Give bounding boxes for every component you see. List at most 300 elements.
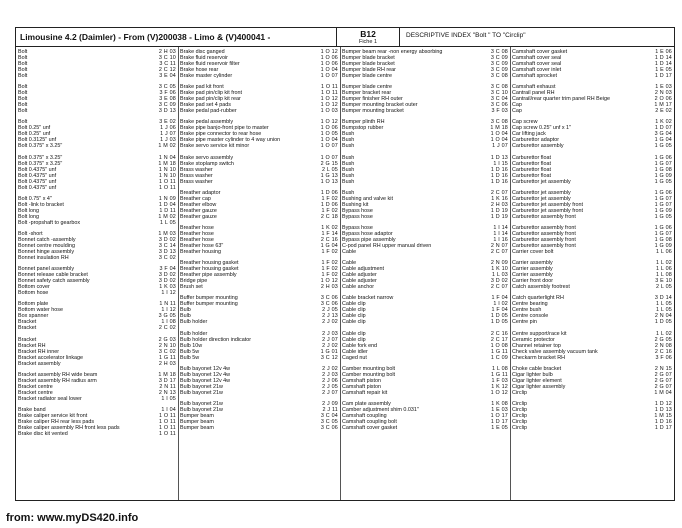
fiche-grid-reference: 3 D 02: [490, 278, 508, 285]
part-description: Bulb: [180, 307, 191, 314]
index-entry: [178, 143, 340, 149]
fiche-grid-reference: 2 J 02: [322, 342, 338, 349]
part-description: Carburettor jet assembly: [512, 189, 571, 196]
part-description: Bumper blade centre: [342, 73, 393, 79]
part-description: Bolt: [18, 90, 28, 97]
fiche-grid-reference: 3 D 13: [158, 108, 176, 115]
fiche-grid-reference: 1 G 05: [654, 178, 672, 185]
part-description: Bumper beam rear -non energy absorbing: [342, 49, 443, 55]
part-description: Bolt: [18, 67, 28, 73]
fiche-grid-reference: 1 D 04: [158, 201, 176, 208]
index-entry: [16, 396, 178, 402]
fiche-grid-reference: 1 O 06: [320, 55, 338, 61]
part-description: Carrier cover bolt: [512, 249, 554, 255]
fiche-grid-reference: 1 D 19: [490, 207, 508, 214]
fiche-grid-reference: 1 O 12: [320, 96, 338, 103]
part-description: Carburettor jet assembly front: [512, 201, 584, 208]
fiche-grid-reference: 1 O 04: [320, 67, 338, 73]
fiche-grid-reference: 2 C 16: [490, 330, 508, 337]
part-description: Camshaft piston: [342, 383, 381, 390]
fiche-grid-reference: 1 D 12: [654, 401, 672, 407]
fiche-grid-reference: 1 K 08: [491, 401, 508, 407]
fiche-grid-reference: 2 J 07: [322, 336, 338, 343]
part-description: Car lifting jack: [512, 131, 546, 138]
fiche-grid-reference: 1 G 09: [654, 243, 672, 249]
part-description: Camber adjustment shim 0.031": [342, 407, 419, 413]
part-description: Buffer bumper mounting: [180, 295, 238, 302]
part-description: Cable clip: [342, 336, 366, 343]
part-description: Bypass hose: [342, 225, 373, 231]
part-description: Bracket assembly RH wide beam: [18, 371, 98, 378]
fiche-grid-reference: 1 O 06: [320, 61, 338, 67]
fiche-grid-reference: 3 D 02: [158, 237, 176, 243]
part-description: Breather hose 63": [180, 243, 224, 249]
fiche-grid-reference: 2 G 05: [654, 336, 672, 343]
part-description: Catch quarterlight RH: [512, 295, 564, 302]
part-description: Centre support/race kit: [512, 330, 567, 337]
index-entry: [178, 73, 340, 79]
fiche-grid-reference: 1 G 11: [491, 371, 508, 378]
fiche-grid-reference: 1 K 12: [491, 383, 508, 390]
fiche-grid-reference: 1 I 12: [161, 307, 176, 314]
index-entry: [510, 108, 674, 114]
part-description: Camshaft cover gasket: [342, 425, 398, 431]
fiche-grid-reference: 1 N 10: [158, 166, 176, 173]
part-description: Bush: [342, 178, 355, 185]
fiche-grid-reference: 2 C 07: [490, 189, 508, 196]
fiche-grid-reference: 3 C 09: [490, 67, 508, 73]
part-description: Carburettor float: [512, 154, 551, 161]
fiche-grid-reference: 3 C 09: [158, 102, 176, 109]
part-description: Cable clip: [342, 330, 366, 337]
part-description: Bolt: [18, 55, 28, 61]
part-description: Camshaft coupling: [342, 413, 387, 419]
fiche-grid-reference: 2 J 11: [322, 407, 338, 413]
part-description: Brake caliper assembly RH front less pads: [18, 425, 120, 431]
fiche-grid-reference: 1 K 02: [321, 225, 338, 231]
fiche-grid-reference: 1 G 04: [654, 137, 672, 144]
fiche-grid-reference: 1 O 11: [159, 431, 176, 437]
part-description: Brake master cylinder: [180, 73, 233, 79]
part-description: Brass washer: [180, 166, 213, 173]
fiche-grid-reference: 1 D 07: [654, 125, 672, 132]
part-description: Bolt -link to bracket: [18, 201, 64, 208]
index-entry: [340, 284, 510, 290]
fiche-grid-reference: 1 F 02: [321, 195, 338, 202]
part-description: Brake pipe master cylinder to 4 way union: [180, 137, 281, 144]
part-description: Bracket radiator seal lower: [18, 395, 82, 402]
fiche-grid-reference: 1 D 14: [654, 55, 672, 61]
part-description: Breather hose: [180, 225, 214, 231]
fiche-grid-reference: 3 E 08: [159, 96, 176, 103]
fiche-grid-reference: 1 F 03: [491, 377, 508, 384]
fiche-number: Fiche 1: [358, 39, 378, 45]
fiche-grid-reference: 3 C 02: [158, 255, 176, 261]
part-description: Bulb holder: [180, 330, 208, 337]
fiche-grid-reference: 2 N 09: [490, 260, 508, 267]
fiche-grid-reference: 2 H 03: [158, 360, 176, 367]
fiche-grid-reference: 1 O 11: [159, 425, 176, 431]
fiche-grid-reference: 2 C 16: [654, 348, 672, 355]
part-description: Bracket centre: [18, 383, 53, 390]
part-description: Breather pipe assembly: [180, 272, 237, 279]
part-description: Caged nut: [342, 354, 367, 361]
fiche-grid-reference: 2 J 07: [322, 389, 338, 396]
part-description: Bracket: [18, 325, 37, 332]
index-entry: [178, 284, 340, 290]
fiche-grid-reference: 2 C 02: [158, 325, 176, 332]
fiche-grid-reference: 1 I 15: [493, 160, 508, 167]
fiche-grid-reference: 3 G 05: [158, 313, 176, 320]
part-description: Bolt 0.4375" unf: [18, 172, 57, 179]
index-entry: [178, 425, 340, 431]
fiche-grid-reference: 1 F 02: [321, 249, 338, 255]
fiche-grid-reference: 2 N 07: [490, 243, 508, 249]
part-description: Bumper plinth RH: [342, 119, 385, 126]
part-description: Brake stoplamp switch: [180, 160, 234, 167]
part-description: Brass washer: [180, 178, 213, 185]
fiche-grid-reference: 3 C 08: [490, 84, 508, 91]
part-description: Bolt 0.25" unf: [18, 131, 51, 138]
part-description: Breather hose: [180, 237, 214, 243]
fiche-grid-reference: 1 O 07: [320, 154, 338, 161]
part-description: Bumpstop rubber: [342, 125, 384, 132]
part-description: Bolt -propshaft to gearbox: [18, 219, 81, 226]
part-description: Bushing kit: [342, 201, 369, 208]
fiche-grid-reference: 1 E 05: [491, 425, 508, 431]
part-description: Cable adjuster: [342, 272, 377, 279]
fiche-grid-reference: 2 G 07: [654, 383, 672, 390]
part-description: Circlip: [512, 413, 527, 419]
part-description: Camshaft cover seal: [512, 61, 562, 67]
part-description: Buffer bumper mounting: [180, 301, 238, 308]
fiche-grid-reference: 1 I 02: [493, 301, 508, 308]
fiche-grid-reference: 2 C 17: [490, 336, 508, 343]
part-description: Bulb holder direction indicator: [180, 336, 252, 343]
part-description: Bush: [342, 160, 355, 167]
fiche-grid-reference: 1 M 04: [654, 389, 672, 396]
fiche-grid-reference: 1 D 05: [490, 313, 508, 320]
part-description: Bolt 0.4375" unf: [18, 178, 57, 185]
part-description: Carrier assembly: [512, 266, 553, 273]
fiche-grid-reference: 2 J 02: [322, 365, 338, 372]
index-entry: [178, 179, 340, 185]
fiche-grid-reference: 1 G 06: [654, 189, 672, 196]
fiche-grid-reference: 3 C 09: [490, 55, 508, 61]
index-entry: [178, 214, 340, 220]
part-description: Cap: [512, 102, 522, 109]
fiche-grid-reference: 2 L 05: [656, 284, 672, 291]
part-description: Bottom plate: [18, 301, 49, 308]
index-entry: [340, 355, 510, 361]
index-columns: [16, 47, 674, 500]
fiche-grid-reference: 1 F 04: [491, 307, 508, 314]
fiche-grid-reference: 1 M 18: [158, 160, 176, 167]
index-entry: [178, 108, 340, 114]
fiche-grid-reference: 1 F 02: [321, 266, 338, 273]
fiche-grid-reference: 1 K 16: [491, 195, 508, 202]
part-description: Carburettor float: [512, 160, 551, 167]
fiche-grid-reference: 3 D 17: [158, 377, 176, 384]
fiche-grid-reference: 1 D 16: [490, 172, 508, 179]
index-entry: [340, 390, 510, 396]
part-description: Cigar lighter element: [512, 377, 562, 384]
fiche-grid-reference: 3 E 04: [159, 73, 176, 79]
part-description: Bumper blade bracket: [342, 61, 395, 67]
part-description: Bulb bayonet 12v 4w: [180, 377, 231, 384]
fiche-grid-reference: 3 C 06: [490, 102, 508, 109]
part-description: Bracket RH: [18, 342, 46, 349]
fiche-grid-reference: 1 L 08: [656, 272, 672, 279]
part-description: Bolt 0.375" x 3.25": [18, 160, 63, 167]
fiche-grid-reference: 2 N 10: [158, 342, 176, 349]
index-entry: [16, 108, 178, 114]
fiche-grid-reference: 1 G 11: [491, 348, 508, 355]
fiche-grid-reference: 1 O 04: [490, 131, 508, 138]
fiche-grid-reference: 2 G 07: [654, 371, 672, 378]
part-description: Carburettor float: [512, 172, 551, 179]
fiche-grid-reference: 1 J 07: [492, 143, 508, 150]
part-description: Cap screw: [512, 119, 538, 126]
fiche-grid-reference: 2 C 07: [490, 284, 508, 291]
fiche-grid-reference: 2 J 09: [322, 401, 338, 407]
index-column: [16, 47, 179, 500]
index-entry: [340, 143, 510, 149]
part-description: Bottom hose: [18, 290, 49, 297]
part-description: Bush: [342, 143, 355, 150]
index-entry: [178, 249, 340, 255]
part-description: Bolt 0.3125" unf: [18, 137, 57, 144]
fiche-grid-reference: 1 O 06: [320, 125, 338, 132]
part-description: Circlip: [512, 401, 527, 407]
fiche-grid-reference: 3 C 05: [158, 84, 176, 91]
part-description: Bumper blade centre: [342, 84, 393, 91]
fiche-grid-reference: 2 G 15: [320, 160, 338, 167]
part-description: Breather elbow: [180, 201, 217, 208]
part-description: Camber mounting bolt: [342, 371, 396, 378]
part-description: Cam plate assembly: [342, 401, 391, 407]
part-description: Brake pedal pad-rubber: [180, 108, 237, 115]
fiche-grid-reference: 1 G 08: [654, 237, 672, 243]
part-description: Camshaft cover gasket: [512, 49, 568, 55]
part-description: Bulb holder: [180, 319, 208, 326]
part-description: Bumper beam: [180, 425, 214, 431]
fiche-grid-reference: 1 E 05: [655, 67, 672, 73]
fiche-grid-reference: 1 L 03: [492, 272, 508, 279]
fiche-grid-reference: 1 L 05: [656, 301, 672, 308]
fiche-grid-reference: 1 I 14: [493, 231, 508, 237]
part-description: Brake fluid reservoir filter: [180, 61, 240, 67]
index-entry: [340, 425, 510, 431]
fiche-grid-reference: 3 C 04: [490, 96, 508, 103]
fiche-grid-reference: 1 L 05: [160, 219, 176, 226]
index-column: [340, 47, 511, 500]
fiche-grid-reference: 2 J 13: [322, 313, 338, 320]
part-description: Camshaft exhaust: [512, 84, 556, 91]
part-description: Bumper beam: [180, 413, 214, 419]
fiche-grid-reference: 1 E 03: [491, 407, 508, 413]
index-entry: [16, 255, 178, 261]
part-description: Brake servo service kit minor: [180, 143, 250, 150]
part-description: Cantrail panel RH: [512, 90, 555, 97]
source-footer: from: www.myDS420.info: [6, 512, 139, 524]
fiche-grid-reference: 2 N 11: [159, 383, 176, 390]
fiche-grid-reference: 1 O 11: [159, 413, 176, 419]
part-description: Brake servo assembly: [180, 154, 234, 161]
fiche-grid-reference: 2 J 03: [322, 330, 338, 337]
fiche-grid-reference: 2 G 03: [158, 336, 176, 343]
fiche-grid-reference: 1 O 11: [321, 90, 338, 97]
part-description: Brake pad pin/clip kit front: [180, 90, 243, 97]
fiche-grid-reference: 1 O 07: [320, 73, 338, 79]
part-description: Bumper bracket rear: [342, 90, 392, 97]
fiche-grid-reference: 1 F 04: [491, 295, 508, 302]
part-description: Circlip: [512, 419, 527, 425]
part-description: Bypass hose: [342, 213, 373, 220]
part-description: Bonnet catch -assembly: [18, 237, 76, 243]
part-description: Brake pad kit front: [180, 84, 224, 91]
part-description: Carburettor assembly front: [512, 225, 576, 231]
fiche-grid-reference: 2 H 03: [158, 49, 176, 55]
fiche-grid-reference: 3 D 02: [158, 278, 176, 285]
part-description: Bypass hose: [342, 207, 373, 214]
fiche-grid-reference: 1 O 11: [159, 419, 176, 425]
fiche-grid-reference: 1 I 05: [161, 395, 176, 402]
fiche-grid-reference: 3 C 06: [320, 301, 338, 308]
fiche-grid-reference: 1 N 11: [159, 301, 176, 308]
fiche-grid-reference: 1 O 12: [320, 119, 338, 126]
part-description: Brake pedal assembly: [180, 119, 234, 126]
part-description: Bolt 0.25" unf: [18, 125, 51, 132]
fiche-grid-reference: 1 D 17: [654, 425, 672, 431]
part-description: Camshaft cover seal: [512, 55, 562, 61]
part-description: Bolt: [18, 73, 28, 79]
index-entry: [178, 390, 340, 396]
part-description: Check valve assembly vacuum tank: [512, 348, 598, 355]
part-description: Camshaft sprocket: [512, 73, 557, 79]
part-description: Centre bush: [512, 307, 542, 314]
part-description: Cable clip: [342, 313, 366, 320]
index-entry: [16, 73, 178, 79]
fiche-grid-reference: 1 F 02: [321, 260, 338, 267]
fiche-header: [16, 28, 674, 47]
fiche-grid-reference: 1 M 15: [654, 413, 672, 419]
fiche-grid-reference: 3 F 06: [655, 354, 672, 361]
part-description: Cable clip: [342, 301, 366, 308]
part-description: Brake pipe connector to rear hose: [180, 131, 262, 138]
part-description: Bypass pipe assembly: [342, 237, 396, 243]
fiche-grid-reference: 1 M 03: [158, 231, 176, 237]
fiche-grid-reference: 1 G 07: [654, 195, 672, 202]
part-description: Breather gauze: [180, 213, 217, 220]
part-description: Bonnet insulation RH: [18, 255, 69, 261]
fiche-grid-reference: 3 D 02: [158, 272, 176, 279]
part-description: Bonnet release cable bracket: [18, 272, 88, 279]
index-entry: [510, 214, 674, 220]
fiche-grid-reference: 2 N 03: [654, 90, 672, 97]
part-description: Bumper blade RH rear: [342, 67, 396, 73]
fiche-grid-reference: 3 F 06: [159, 90, 176, 97]
index-column: [510, 47, 674, 500]
fiche-grid-reference: 3 C 02: [158, 348, 176, 355]
part-description: Checkarm bracket RH: [512, 354, 566, 361]
part-description: Carburettor assembly front: [512, 231, 576, 237]
fiche-grid-reference: 1 D 17: [490, 419, 508, 425]
part-description: Cable idler: [342, 348, 368, 355]
part-description: Bumper mounting bracket outer: [342, 102, 418, 109]
fiche-grid-reference: 1 I 04: [161, 407, 176, 413]
fiche-grid-reference: 2 N 04: [654, 313, 672, 320]
part-description: Cap: [512, 108, 522, 115]
fiche-grid-reference: 3 C 09: [490, 61, 508, 67]
fiche-grid-reference: 1 L 08: [492, 365, 508, 372]
fiche-grid-reference: 2 J 05: [322, 307, 338, 314]
part-description: Bush: [342, 166, 355, 173]
part-description: Bush: [342, 137, 355, 144]
fiche-grid-reference: 1 O 12: [320, 278, 338, 285]
fiche-grid-reference: 3 G 04: [654, 131, 672, 138]
fiche-grid-reference: 2 O 06: [654, 96, 672, 103]
fiche-grid-reference: 1 G 06: [654, 154, 672, 161]
part-description: Bulb bayonet 21w: [180, 401, 223, 407]
part-description: Bonnet hinge assembly: [18, 249, 75, 255]
part-description: Brass washer: [180, 172, 213, 179]
part-description: Brake band: [18, 407, 46, 413]
part-description: Cable: [342, 260, 357, 267]
fiche-grid-reference: 1 O 17: [490, 413, 508, 419]
part-description: Breather adaptor: [180, 189, 221, 196]
part-description: Cable adjuster: [342, 278, 377, 285]
part-description: Bolt 0.4375" unf: [18, 184, 57, 191]
part-description: Carburettor jet assembly: [512, 178, 571, 185]
part-description: Bracket accelerator linkage: [18, 354, 84, 361]
part-description: Bolt: [18, 49, 28, 55]
part-description: Bulb 10w: [180, 342, 203, 349]
part-description: Bolt: [18, 102, 28, 109]
fiche-grid-reference: 2 H 03: [490, 201, 508, 208]
fiche-grid-reference: 1 O 11: [159, 178, 176, 185]
fiche-grid-reference: 3 E 02: [159, 119, 176, 126]
fiche-grid-reference: 1 F 02: [321, 272, 338, 279]
part-description: Breather housing: [180, 249, 222, 255]
index-entry: [510, 425, 674, 431]
fiche-grid-reference: 1 O 13: [320, 178, 338, 185]
part-description: Cigar lighter bulb: [512, 371, 553, 378]
part-description: Bushing and valve kit: [342, 195, 393, 202]
part-description: Bottom water hose: [18, 307, 63, 314]
fiche-grid-reference: 1 D 14: [654, 61, 672, 67]
fiche-grid-reference: 1 G 07: [654, 201, 672, 208]
fiche-grid-reference: 1 O 05: [320, 131, 338, 138]
fiche-grid-reference: 1 M 02: [158, 213, 176, 220]
part-description: Cable anchor: [342, 284, 375, 291]
part-description: Brake caliper service kit front: [18, 413, 88, 419]
fiche-grid-reference: 1 D 11: [159, 207, 176, 214]
fiche-grid-reference: 1 M 18: [490, 125, 508, 132]
page-title: Limousine 4.2 (Daimler) - From (V)200038 - Limo & (V)400041 -: [20, 32, 271, 42]
part-description: Box spanner: [18, 313, 49, 320]
fiche-grid-reference: 1 L 02: [656, 260, 672, 267]
fiche-grid-reference: 3 E 10: [655, 278, 672, 285]
part-description: Bolt 0.4375" unf: [18, 166, 57, 173]
fiche-grid-reference: 1 N 10: [158, 172, 176, 179]
fiche-grid-reference: 1 D 05: [654, 319, 672, 326]
fiche-grid-reference: 2 H 03: [320, 284, 338, 291]
fiche-sheet: [15, 27, 675, 501]
fiche-grid-reference: 1 E 06: [655, 49, 672, 55]
part-description: Bush: [342, 154, 355, 161]
fiche-grid-reference: 1 M 17: [654, 102, 672, 109]
